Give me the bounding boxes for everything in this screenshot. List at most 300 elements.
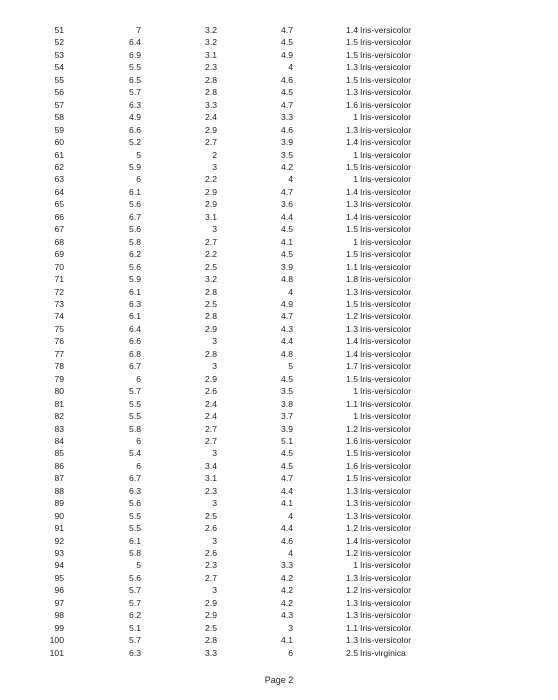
petal-length-cell: 4.8 <box>281 348 293 359</box>
row-id-cell: 72 <box>54 286 64 297</box>
petal-length-cell: 3.6 <box>281 199 293 210</box>
species-cell: Iris-versicolor <box>360 87 412 98</box>
row-id-cell: 88 <box>54 485 64 496</box>
sepal-width-cell: 3 <box>212 448 217 459</box>
petal-length-cell: 4.4 <box>281 523 293 534</box>
petal-length-cell: 4.3 <box>281 323 293 334</box>
sepal-length-cell: 5.6 <box>129 572 141 583</box>
sepal-length-cell: 6 <box>136 435 141 446</box>
row-id-cell: 90 <box>54 510 64 521</box>
sepal-width-cell: 2.9 <box>205 323 217 334</box>
sepal-width-cell: 2.9 <box>205 199 217 210</box>
species-cell: Iris-versicolor <box>360 373 412 384</box>
table-row <box>0 535 488 547</box>
petal-length-cell: 4.6 <box>281 535 293 546</box>
row-id-cell: 100 <box>49 635 64 646</box>
table-row <box>0 410 488 422</box>
sepal-width-cell: 2.8 <box>205 286 217 297</box>
petal-width-cell: 1.2 <box>346 585 358 596</box>
petal-width-cell: 1.5 <box>346 298 358 309</box>
row-id-cell: 83 <box>54 423 64 434</box>
sepal-length-cell: 6.7 <box>129 473 141 484</box>
table-row <box>0 36 488 48</box>
petal-width-cell: 1.4 <box>346 336 358 347</box>
sepal-length-cell: 5.8 <box>129 548 141 559</box>
sepal-width-cell: 3.2 <box>205 274 217 285</box>
sepal-width-cell: 2.4 <box>205 112 217 123</box>
sepal-length-cell: 6.4 <box>129 37 141 48</box>
row-id-cell: 87 <box>54 473 64 484</box>
sepal-length-cell: 6.2 <box>129 249 141 260</box>
petal-width-cell: 1.3 <box>346 572 358 583</box>
row-id-cell: 98 <box>54 610 64 621</box>
sepal-length-cell: 6.7 <box>129 361 141 372</box>
sepal-width-cell: 2.9 <box>205 610 217 621</box>
row-id-cell: 75 <box>54 323 64 334</box>
sepal-width-cell: 2.2 <box>205 249 217 260</box>
sepal-length-cell: 4.9 <box>129 112 141 123</box>
petal-width-cell: 1.5 <box>346 249 358 260</box>
table-row <box>0 161 488 173</box>
page-number: Page 2 <box>264 675 294 685</box>
petal-width-cell: 1.5 <box>346 74 358 85</box>
table-row <box>0 597 488 609</box>
row-id-cell: 61 <box>54 149 64 160</box>
species-cell: Iris-versicolor <box>360 610 412 621</box>
species-cell: Iris-versicolor <box>360 286 412 297</box>
sepal-width-cell: 2.4 <box>205 398 217 409</box>
petal-width-cell: 1.4 <box>346 211 358 222</box>
petal-width-cell: 1.5 <box>346 49 358 60</box>
sepal-width-cell: 3.2 <box>205 25 217 35</box>
petal-length-cell: 4.4 <box>281 211 293 222</box>
petal-length-cell: 4.7 <box>281 186 293 197</box>
sepal-width-cell: 3 <box>212 161 217 172</box>
petal-width-cell: 1.5 <box>346 473 358 484</box>
sepal-length-cell: 6 <box>136 174 141 185</box>
sepal-width-cell: 2.6 <box>205 386 217 397</box>
row-id-cell: 78 <box>54 361 64 372</box>
row-id-cell: 63 <box>54 174 64 185</box>
petal-width-cell: 1.3 <box>346 498 358 509</box>
row-id-cell: 60 <box>54 137 64 148</box>
petal-width-cell: 1.1 <box>346 261 358 272</box>
sepal-width-cell: 3.2 <box>205 37 217 48</box>
sepal-length-cell: 6.3 <box>129 99 141 110</box>
row-id-cell: 65 <box>54 199 64 210</box>
petal-length-cell: 3.9 <box>281 261 293 272</box>
petal-width-cell: 1.4 <box>346 348 358 359</box>
petal-length-cell: 3 <box>288 622 293 633</box>
petal-width-cell: 1.2 <box>346 548 358 559</box>
sepal-length-cell: 5.5 <box>129 398 141 409</box>
table-row <box>0 622 488 634</box>
petal-length-cell: 4.9 <box>281 298 293 309</box>
species-cell: Iris-versicolor <box>360 348 412 359</box>
petal-length-cell: 4 <box>288 510 293 521</box>
sepal-length-cell: 5.6 <box>129 224 141 235</box>
table-row <box>0 423 488 435</box>
sepal-length-cell: 6.7 <box>129 211 141 222</box>
petal-width-cell: 1.3 <box>346 485 358 496</box>
species-cell: Iris-versicolor <box>360 186 412 197</box>
table-row <box>0 273 488 285</box>
species-cell: Iris-versicolor <box>360 597 412 608</box>
petal-width-cell: 1 <box>353 236 358 247</box>
sepal-width-cell: 3.1 <box>205 211 217 222</box>
species-cell: Iris-versicolor <box>360 25 412 35</box>
petal-width-cell: 1.4 <box>346 186 358 197</box>
table-row <box>0 248 488 260</box>
row-id-cell: 74 <box>54 311 64 322</box>
petal-width-cell: 1.1 <box>346 398 358 409</box>
petal-width-cell: 1 <box>353 386 358 397</box>
species-cell: Iris-versicolor <box>360 323 412 334</box>
species-cell: Iris-versicolor <box>360 485 412 496</box>
sepal-width-cell: 3.3 <box>205 99 217 110</box>
sepal-width-cell: 2.8 <box>205 635 217 646</box>
table-row <box>0 510 488 522</box>
species-cell: Iris-versicolor <box>360 49 412 60</box>
petal-width-cell: 1 <box>353 174 358 185</box>
sepal-length-cell: 5.4 <box>129 448 141 459</box>
petal-length-cell: 3.3 <box>281 112 293 123</box>
petal-length-cell: 3.7 <box>281 411 293 422</box>
table-row <box>0 559 488 571</box>
species-cell: Iris-versicolor <box>360 423 412 434</box>
table-row <box>0 24 488 36</box>
sepal-length-cell: 5.8 <box>129 423 141 434</box>
sepal-width-cell: 3 <box>212 535 217 546</box>
row-id-cell: 96 <box>54 585 64 596</box>
sepal-length-cell: 6.4 <box>129 323 141 334</box>
sepal-length-cell: 6.3 <box>129 647 141 658</box>
petal-length-cell: 4.2 <box>281 161 293 172</box>
petal-width-cell: 1.6 <box>346 460 358 471</box>
species-cell: Iris-versicolor <box>360 149 412 160</box>
species-cell: Iris-versicolor <box>360 161 412 172</box>
petal-width-cell: 1.6 <box>346 99 358 110</box>
sepal-length-cell: 6.3 <box>129 485 141 496</box>
petal-width-cell: 1.3 <box>346 62 358 73</box>
sepal-length-cell: 5.5 <box>129 523 141 534</box>
sepal-length-cell: 5.9 <box>129 274 141 285</box>
row-id-cell: 70 <box>54 261 64 272</box>
table-row <box>0 49 488 61</box>
sepal-width-cell: 3.3 <box>205 647 217 658</box>
sepal-width-cell: 2.8 <box>205 74 217 85</box>
petal-width-cell: 1.4 <box>346 25 358 35</box>
species-cell: Iris-versicolor <box>360 37 412 48</box>
table-row <box>0 472 488 484</box>
table-row <box>0 572 488 584</box>
petal-length-cell: 4.7 <box>281 99 293 110</box>
petal-length-cell: 4.8 <box>281 274 293 285</box>
sepal-length-cell: 5 <box>136 560 141 571</box>
table-row <box>0 547 488 559</box>
row-id-cell: 59 <box>54 124 64 135</box>
petal-width-cell: 1.3 <box>346 323 358 334</box>
row-id-cell: 68 <box>54 236 64 247</box>
petal-length-cell: 4.1 <box>281 635 293 646</box>
petal-width-cell: 1.5 <box>346 224 358 235</box>
row-id-cell: 81 <box>54 398 64 409</box>
row-id-cell: 52 <box>54 37 64 48</box>
petal-length-cell: 5.1 <box>281 435 293 446</box>
petal-length-cell: 4.6 <box>281 74 293 85</box>
table-row <box>0 360 488 372</box>
sepal-width-cell: 2 <box>212 149 217 160</box>
row-id-cell: 85 <box>54 448 64 459</box>
species-cell: Iris-versicolor <box>360 386 412 397</box>
petal-length-cell: 4.4 <box>281 336 293 347</box>
sepal-width-cell: 3.1 <box>205 49 217 60</box>
sepal-width-cell: 3.1 <box>205 473 217 484</box>
petal-length-cell: 4 <box>288 286 293 297</box>
species-cell: Iris-versicolor <box>360 124 412 135</box>
petal-length-cell: 6 <box>288 647 293 658</box>
row-id-cell: 71 <box>54 274 64 285</box>
table-row <box>0 323 488 335</box>
petal-length-cell: 3.9 <box>281 423 293 434</box>
table-row <box>0 198 488 210</box>
data-table <box>0 24 488 659</box>
species-cell: Iris-versicolor <box>360 361 412 372</box>
sepal-width-cell: 2.9 <box>205 124 217 135</box>
table-body <box>0 24 488 659</box>
sepal-length-cell: 6 <box>136 460 141 471</box>
species-cell: Iris-versicolor <box>360 298 412 309</box>
sepal-length-cell: 6.9 <box>129 49 141 60</box>
petal-width-cell: 1.5 <box>346 448 358 459</box>
sepal-length-cell: 5.7 <box>129 597 141 608</box>
species-cell: Iris-versicolor <box>360 137 412 148</box>
sepal-length-cell: 5.2 <box>129 137 141 148</box>
row-id-cell: 86 <box>54 460 64 471</box>
sepal-length-cell: 5.6 <box>129 199 141 210</box>
sepal-length-cell: 6.5 <box>129 74 141 85</box>
petal-width-cell: 1.3 <box>346 510 358 521</box>
petal-length-cell: 3.9 <box>281 137 293 148</box>
table-row <box>0 497 488 509</box>
petal-width-cell: 1 <box>353 411 358 422</box>
species-cell: Iris-versicolor <box>360 548 412 559</box>
sepal-length-cell: 5.5 <box>129 510 141 521</box>
sepal-width-cell: 3.4 <box>205 460 217 471</box>
sepal-width-cell: 2.7 <box>205 435 217 446</box>
petal-width-cell: 1.3 <box>346 597 358 608</box>
sepal-width-cell: 2.5 <box>205 622 217 633</box>
table-row <box>0 173 488 185</box>
row-id-cell: 54 <box>54 62 64 73</box>
row-id-cell: 95 <box>54 572 64 583</box>
table-row <box>0 236 488 248</box>
petal-width-cell: 1.3 <box>346 635 358 646</box>
species-cell: Iris-versicolor <box>360 236 412 247</box>
row-id-cell: 84 <box>54 435 64 446</box>
species-cell: Iris-versicolor <box>360 460 412 471</box>
table-row <box>0 111 488 123</box>
table-row <box>0 124 488 136</box>
sepal-length-cell: 5.5 <box>129 411 141 422</box>
species-cell: Iris-versicolor <box>360 635 412 646</box>
petal-length-cell: 4.5 <box>281 448 293 459</box>
sepal-width-cell: 2.7 <box>205 423 217 434</box>
row-id-cell: 51 <box>54 25 64 35</box>
table-row <box>0 634 488 646</box>
petal-width-cell: 1.3 <box>346 124 358 135</box>
petal-length-cell: 4 <box>288 174 293 185</box>
sepal-width-cell: 2.2 <box>205 174 217 185</box>
sepal-width-cell: 3 <box>212 585 217 596</box>
row-id-cell: 55 <box>54 74 64 85</box>
species-cell: Iris-versicolor <box>360 74 412 85</box>
sepal-length-cell: 5.7 <box>129 87 141 98</box>
sepal-length-cell: 5.9 <box>129 161 141 172</box>
petal-width-cell: 1.2 <box>346 423 358 434</box>
petal-width-cell: 1.3 <box>346 199 358 210</box>
row-id-cell: 91 <box>54 523 64 534</box>
species-cell: Iris-versicolor <box>360 112 412 123</box>
sepal-width-cell: 2.6 <box>205 523 217 534</box>
species-cell: Iris-versicolor <box>360 261 412 272</box>
table-row <box>0 335 488 347</box>
row-id-cell: 69 <box>54 249 64 260</box>
row-id-cell: 89 <box>54 498 64 509</box>
species-cell: Iris-versicolor <box>360 249 412 260</box>
petal-width-cell: 1.5 <box>346 161 358 172</box>
sepal-width-cell: 2.9 <box>205 597 217 608</box>
table-row <box>0 584 488 596</box>
row-id-cell: 94 <box>54 560 64 571</box>
petal-length-cell: 3.3 <box>281 560 293 571</box>
sepal-length-cell: 6.1 <box>129 535 141 546</box>
petal-length-cell: 4.6 <box>281 124 293 135</box>
table-row <box>0 348 488 360</box>
species-cell: Iris-versicolor <box>360 411 412 422</box>
sepal-length-cell: 5.6 <box>129 261 141 272</box>
species-cell: Iris-versicolor <box>360 510 412 521</box>
petal-width-cell: 1.5 <box>346 37 358 48</box>
row-id-cell: 77 <box>54 348 64 359</box>
sepal-length-cell: 6.2 <box>129 610 141 621</box>
species-cell: Iris-versicolor <box>360 498 412 509</box>
sepal-width-cell: 2.9 <box>205 373 217 384</box>
table-row <box>0 447 488 459</box>
row-id-cell: 99 <box>54 622 64 633</box>
row-id-cell: 64 <box>54 186 64 197</box>
species-cell: Iris-versicolor <box>360 199 412 210</box>
sepal-width-cell: 2.9 <box>205 186 217 197</box>
sepal-width-cell: 2.5 <box>205 261 217 272</box>
petal-width-cell: 1 <box>353 560 358 571</box>
sepal-width-cell: 3 <box>212 224 217 235</box>
table-row <box>0 86 488 98</box>
species-cell: Iris-versicolor <box>360 572 412 583</box>
petal-length-cell: 4 <box>288 62 293 73</box>
table-row <box>0 609 488 621</box>
table-row <box>0 223 488 235</box>
petal-length-cell: 4.2 <box>281 597 293 608</box>
sepal-width-cell: 2.5 <box>205 298 217 309</box>
sepal-length-cell: 6.6 <box>129 336 141 347</box>
sepal-width-cell: 3 <box>212 336 217 347</box>
petal-length-cell: 4.5 <box>281 249 293 260</box>
species-cell: Iris-versicolor <box>360 535 412 546</box>
species-cell: Iris-versicolor <box>360 398 412 409</box>
sepal-length-cell: 6.1 <box>129 286 141 297</box>
sepal-width-cell: 3 <box>212 498 217 509</box>
petal-width-cell: 1.8 <box>346 274 358 285</box>
petal-width-cell: 1.7 <box>346 361 358 372</box>
petal-length-cell: 4.5 <box>281 224 293 235</box>
sepal-length-cell: 6.8 <box>129 348 141 359</box>
sepal-length-cell: 6.3 <box>129 298 141 309</box>
row-id-cell: 82 <box>54 411 64 422</box>
petal-width-cell: 1.2 <box>346 523 358 534</box>
sepal-length-cell: 5 <box>136 149 141 160</box>
species-cell: Iris-versicolor <box>360 622 412 633</box>
species-cell: Iris-versicolor <box>360 99 412 110</box>
petal-length-cell: 4.2 <box>281 585 293 596</box>
species-cell: Iris-versicolor <box>360 473 412 484</box>
petal-width-cell: 1 <box>353 149 358 160</box>
sepal-width-cell: 2.7 <box>205 236 217 247</box>
sepal-width-cell: 2.4 <box>205 411 217 422</box>
row-id-cell: 57 <box>54 99 64 110</box>
row-id-cell: 92 <box>54 535 64 546</box>
petal-length-cell: 4.3 <box>281 610 293 621</box>
sepal-length-cell: 6.1 <box>129 186 141 197</box>
row-id-cell: 56 <box>54 87 64 98</box>
sepal-width-cell: 2.3 <box>205 485 217 496</box>
row-id-cell: 67 <box>54 224 64 235</box>
row-id-cell: 62 <box>54 161 64 172</box>
sepal-width-cell: 2.8 <box>205 87 217 98</box>
petal-width-cell: 2.5 <box>346 647 358 658</box>
petal-width-cell: 1 <box>353 112 358 123</box>
sepal-width-cell: 2.3 <box>205 560 217 571</box>
petal-length-cell: 4.4 <box>281 485 293 496</box>
table-row <box>0 522 488 534</box>
petal-length-cell: 4.1 <box>281 498 293 509</box>
species-cell: Iris-versicolor <box>360 174 412 185</box>
table-row <box>0 310 488 322</box>
sepal-width-cell: 2.5 <box>205 510 217 521</box>
petal-length-cell: 5 <box>288 361 293 372</box>
petal-length-cell: 3.5 <box>281 386 293 397</box>
table-row <box>0 373 488 385</box>
petal-width-cell: 1.4 <box>346 137 358 148</box>
table-row <box>0 211 488 223</box>
sepal-width-cell: 2.7 <box>205 137 217 148</box>
sepal-length-cell: 6.6 <box>129 124 141 135</box>
sepal-width-cell: 2.8 <box>205 348 217 359</box>
sepal-width-cell: 2.6 <box>205 548 217 559</box>
table-row <box>0 485 488 497</box>
petal-width-cell: 1.4 <box>346 535 358 546</box>
species-cell: Iris-versicolor <box>360 224 412 235</box>
table-row <box>0 398 488 410</box>
sepal-length-cell: 5.5 <box>129 62 141 73</box>
petal-width-cell: 1.1 <box>346 622 358 633</box>
sepal-length-cell: 5.7 <box>129 585 141 596</box>
sepal-length-cell: 5.6 <box>129 498 141 509</box>
petal-length-cell: 4.2 <box>281 572 293 583</box>
sepal-length-cell: 6 <box>136 373 141 384</box>
table-row <box>0 149 488 161</box>
petal-length-cell: 4.5 <box>281 87 293 98</box>
